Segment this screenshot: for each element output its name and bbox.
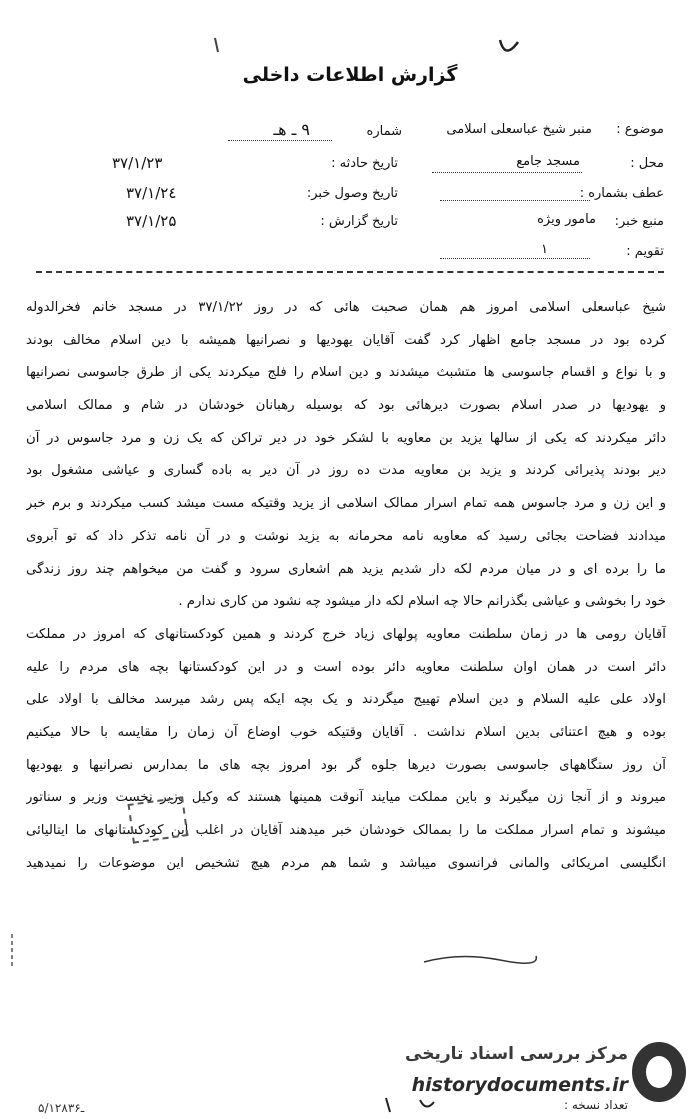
subject-label: موضوع : — [616, 122, 664, 137]
body-line: میدادند فضاحت بجائی رسید که معاویه نامه محرمانه به یزید نوشت و در آن نامه تذکر داد که تو آبروی — [26, 528, 666, 544]
logo-url: historydocuments.ir — [411, 1074, 628, 1096]
place-dotted-line — [432, 172, 582, 173]
reference-dotted-line — [440, 200, 590, 201]
incident-date-value: ۳۷/۱/۲۳ — [112, 154, 163, 172]
report-date-label: تاریخ گزارش : — [320, 214, 398, 229]
received-date-value: ۳۷/۱/۲٤ — [126, 184, 177, 202]
body-line: آقایان رومی ها در زمان سلطنت معاویه پولهای زیاد خرج کردند و همین کودکستانهای که امروز در مملکت — [26, 626, 666, 642]
incident-date-label: تاریخ حادثه : — [331, 156, 398, 171]
body-line: دائر است در همان اوان سلطنت معاویه دائر بوده است و در این کودکستانها بچه های مردم را علیه — [26, 659, 666, 675]
body-line: انگلیسی امریکائی والمانی فرانسوی میباشد و شما هم مردم هیچ تشخیص این موضوعات را نمیدهید — [26, 855, 666, 871]
faint-stamp — [127, 796, 188, 843]
copies-label: تعداد نسخه : — [563, 1098, 628, 1112]
document-title: گزارش اطلاعات داخلی — [242, 64, 458, 86]
body-line: اولاد علی علیه السلام و دین اسلام تهییج میگردند و یک بچه ایکه پس رشد میرسد مخالف با اولاد علی — [26, 692, 666, 708]
report-body — [26, 292, 666, 880]
bottom-handwritten-mark — [380, 1094, 440, 1116]
rating-label: تقویم : — [626, 244, 664, 259]
logo-emblem-icon — [632, 1042, 686, 1102]
body-line: میروند و از آنجا زن میگیرند و باین مملکت میایند آنوقت همینها هستند که وکیل وزیر نخست وزیر و سناتور — [26, 790, 666, 806]
body-line: کرده بود در مسجد جامع اظهار کرد گفت آقایان یهودیها و نصرانیها همیشه با دین اسلام مخالف بودند — [26, 332, 666, 348]
number-dotted-line — [228, 140, 332, 141]
received-date-label: تاریخ وصول خبر: — [306, 186, 398, 201]
body-line: و این زن و مرد جاسوس همه تمام اسرار ممالک اسلامی از یزید وقتیکه مست میشد کسب میکردند و برم خبر — [26, 496, 666, 512]
body-line: آن روز ستگاههای جاسوسی بصورت دیرها جلوه گر بود امروز بچه های ما بمدارس نصرانیها و یهودیها — [26, 757, 666, 773]
number-label: شماره — [366, 124, 402, 139]
header-separator — [36, 271, 664, 273]
body-line: دائر میکردند که یکی از سالها یزید بن معاویه با لشکر خود در دیر تراکن که یک زن و مرد جاسوس در آن — [26, 430, 666, 446]
body-line: بوده و هیچ اعتنائی بدین اسلام نداشت . آقایان وقتیکه خوب اوضاع آن زمان را مقایسه با حالا میکنیم — [26, 724, 666, 740]
body-line: و با نواع و اقسام جاسوسی ها متشبث میشدند و دین اسلام را فلج میکردند یکی از طرق جاسوسی نصرانیها — [26, 365, 666, 381]
place-label: محل : — [630, 156, 664, 171]
reference-label: عطف بشماره : — [579, 186, 664, 201]
number-value: ۹ ـ هـ — [273, 120, 310, 139]
body-line: دیر بودند پذیرائی کردند و یزید بن معاویه مدت ده روز در آن دیر به باده گساری و عیاشی مشغول بود — [26, 463, 666, 479]
body-line: میشوند و تمام اسرار مملکت ما را بممالک خودشان خبر میدهند آقایان در اغلب این کودکستانهای ما ایتالیائی — [26, 823, 666, 838]
report-date-value: ۳۷/۱/۲۵ — [126, 212, 177, 230]
bottom-reference-number: ۵/۱۲۸ـ۳۶ — [38, 1101, 85, 1115]
body-line: شیخ عباسعلی اسلامی امروز هم همان صحبت هائی که در روز ۳۷/۱/۲۲ در مسجد خانم فخرالدوله — [26, 300, 666, 315]
body-line: خود را بخوشی و عیاشی بگذرانم حالا چه اسلام لکه دار میشود چه نشود من کاری ندارم . — [178, 594, 666, 610]
source-label: منبع خبر: — [614, 214, 664, 229]
place-value: مسجد جامع — [516, 154, 580, 169]
body-line: و یهودیها در صدر اسلام بصورت دیرهائی بود که بوسیله رهبانان خودشان در شام و ممالک اسلامی — [26, 398, 666, 414]
rating-dotted-line — [440, 258, 590, 259]
body-line: ما را برده ای و در میان مردم لکه دار شدیم یزید هم اشعاری سرود و گفت من میخواهم چند روز زندگی — [26, 561, 666, 577]
source-value: مامور ویژه — [537, 212, 596, 227]
subject-value: منبر شیخ عباسعلی اسلامی — [446, 122, 592, 137]
rating-value: ۱ — [541, 242, 548, 257]
handwritten-underline-mark — [420, 948, 540, 968]
logo-text: مرکز بررسی اسناد تاریخی — [405, 1044, 628, 1064]
left-margin-mark — [2, 930, 22, 970]
